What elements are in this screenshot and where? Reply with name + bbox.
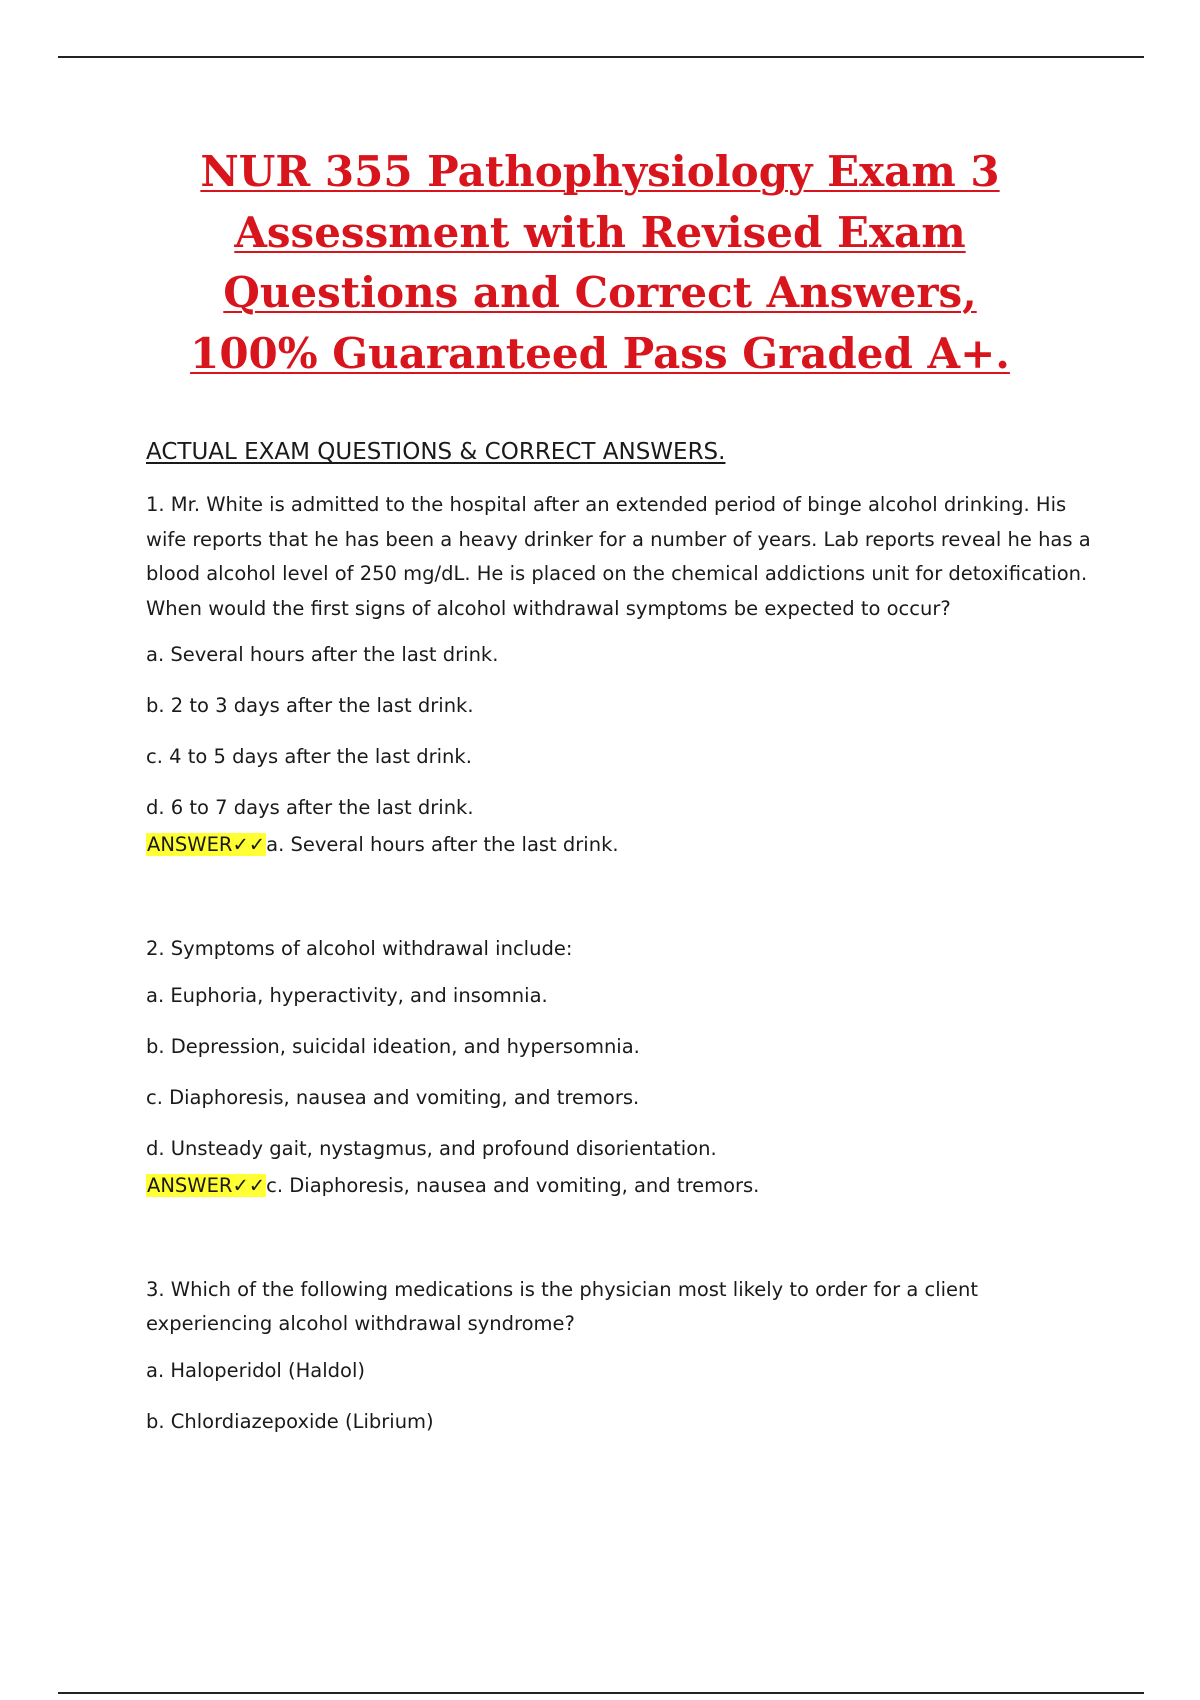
answer-option: c. Diaphoresis, nausea and vomiting, and tremors. [146,1085,640,1109]
question-block-3 [146,1273,1106,1436]
title-line: NUR 355 Pathophysiology Exam 3 [200,147,1000,196]
answer-option: b. 2 to 3 days after the last drink. [146,694,474,717]
answer-label-highlight: ANSWER✓✓ [147,1173,266,1197]
answer-option: d. 6 to 7 days after the last drink. [146,796,474,819]
question-block-2 [146,932,1106,1200]
answer-option: c. 4 to 5 days after the last drink. [146,745,472,768]
top-rule [58,56,1144,58]
question-text: 2. Symptoms of alcohol withdrawal include: [146,937,573,960]
document-title [140,142,1060,384]
question-text: 3. Which of the following medications is the physician most likely to order for a client experiencing alcohol withdrawal syndrome? [146,1277,979,1335]
title-line: Assessment with Revised Exam [234,207,966,257]
answer-option: b. Depression, suicidal ideation, and hypersomnia. [146,1034,640,1058]
correct-answer [146,831,1106,859]
section-heading: ACTUAL EXAM QUESTIONS & CORRECT ANSWERS. [146,439,726,465]
answer-option: b. Chlordiazepoxide (Librium) [146,1409,434,1433]
question-block-1 [146,488,1106,859]
answer-text: c. Diaphoresis, nausea and vomiting, and tremors. [266,1173,760,1197]
bottom-rule [58,1692,1144,1694]
answer-option: a. Haloperidol (Haldol) [146,1358,366,1382]
title-line: Questions and Correct Answers, [223,268,977,317]
title-line: 100% Guaranteed Pass Graded A+. [190,328,1010,378]
question-text: 1. Mr. White is admitted to the hospital after an extended period of binge alcohol drinking. His wife reports that he has been a heavy drinker for a number of years. Lab reports reveal he has a blood alcohol level of 250 mg/dL. He is placed on the chemical addictions unit for detoxification. When would the first signs of alcohol withdrawal symptoms be expected to occur? [146,493,1091,620]
answer-option: a. Euphoria, hyperactivity, and insomnia. [146,983,548,1007]
exam-content [146,436,1106,1459]
answer-label-highlight: ANSWER✓✓ [147,833,266,856]
answer-option: a. Several hours after the last drink. [146,643,499,666]
answer-text: a. Several hours after the last drink. [266,833,619,856]
answer-option: d. Unsteady gait, nystagmus, and profound disorientation. [146,1136,717,1160]
correct-answer [146,1172,1106,1200]
